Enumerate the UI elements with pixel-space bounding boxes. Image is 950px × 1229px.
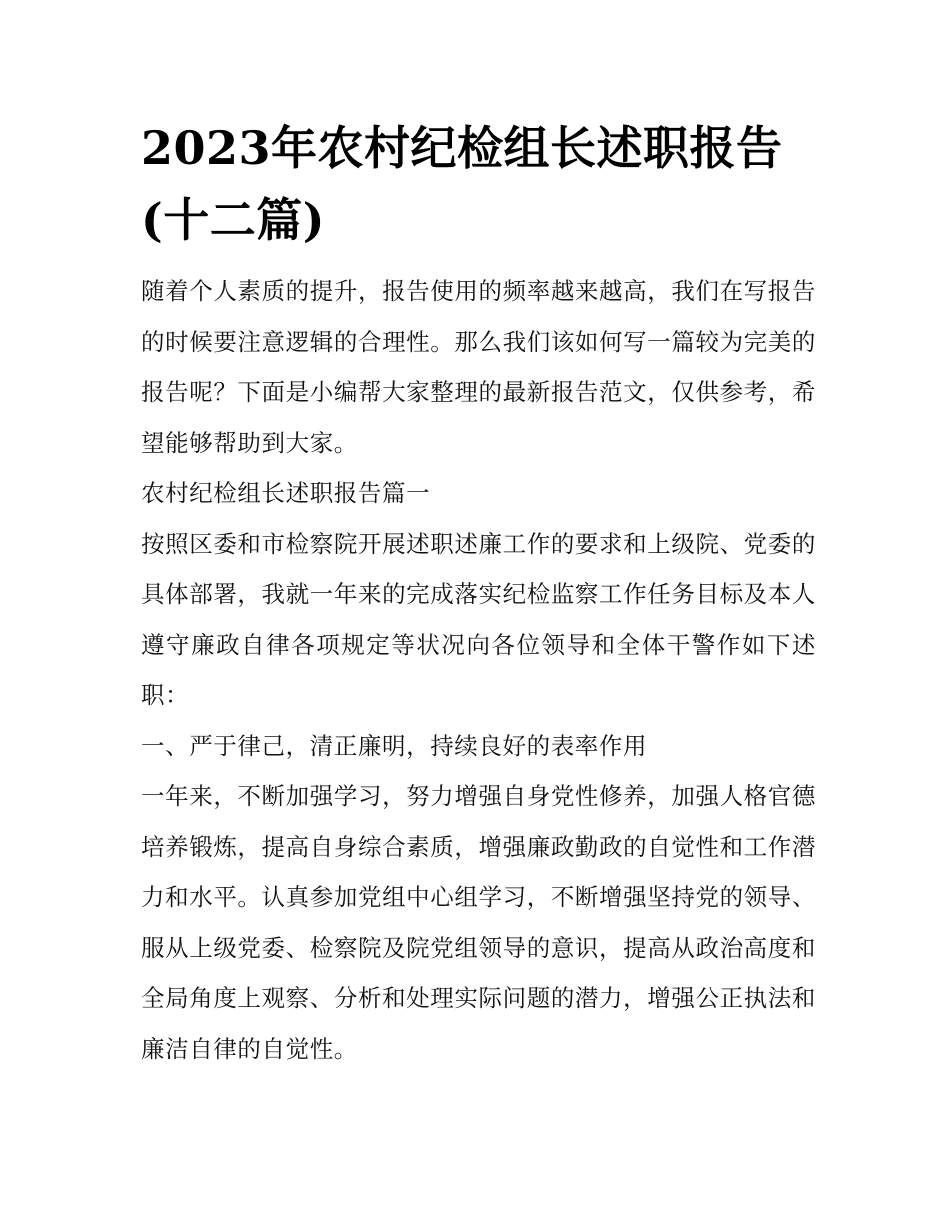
document-content [141, 112, 816, 1074]
title-line-1: 2023年农村纪检组长述职报告 [141, 121, 783, 175]
subheading-1: 一、严于律己，清正廉明，持续良好的表率作用 [141, 731, 648, 760]
title-line-2: (十二篇) [141, 193, 326, 247]
document-body [141, 266, 816, 1074]
section-heading: 农村纪检组长述职报告篇一 [141, 479, 431, 507]
body-paragraph-2: 一年来，不断加强学习，努力增强自身党性修养，加强人格官德培养锻炼，提高自身综合素质，增强廉政勤政的自觉性和工作潜力和水平。认真参加党组中心组学习，不断增强坚持党的领导、服从上级党委、检察院及院党组领导的意识，提高从政治高度和全局角度上观察、分析和处理实际问题的潜力，增强公正执法和廉洁自律的自觉性。 [141, 782, 816, 1063]
intro-paragraph: 随着个人素质的提升，报告使用的频率越来越高，我们在写报告的时候要注意逻辑的合理性。那么我们该如何写一篇较为完美的报告呢？下面是小编帮大家整理的最新报告范文，仅供参考，希望能够帮助到大家。 [141, 277, 816, 457]
body-paragraph-1: 按照区委和市检察院开展述职述廉工作的要求和上级院、党委的具体部署，我就一年来的完成落实纪检监察工作任务目标及本人遵守廉政自律各项规定等状况向各位领导和全体干警作如下述职： [141, 529, 816, 709]
document-title [141, 112, 816, 256]
